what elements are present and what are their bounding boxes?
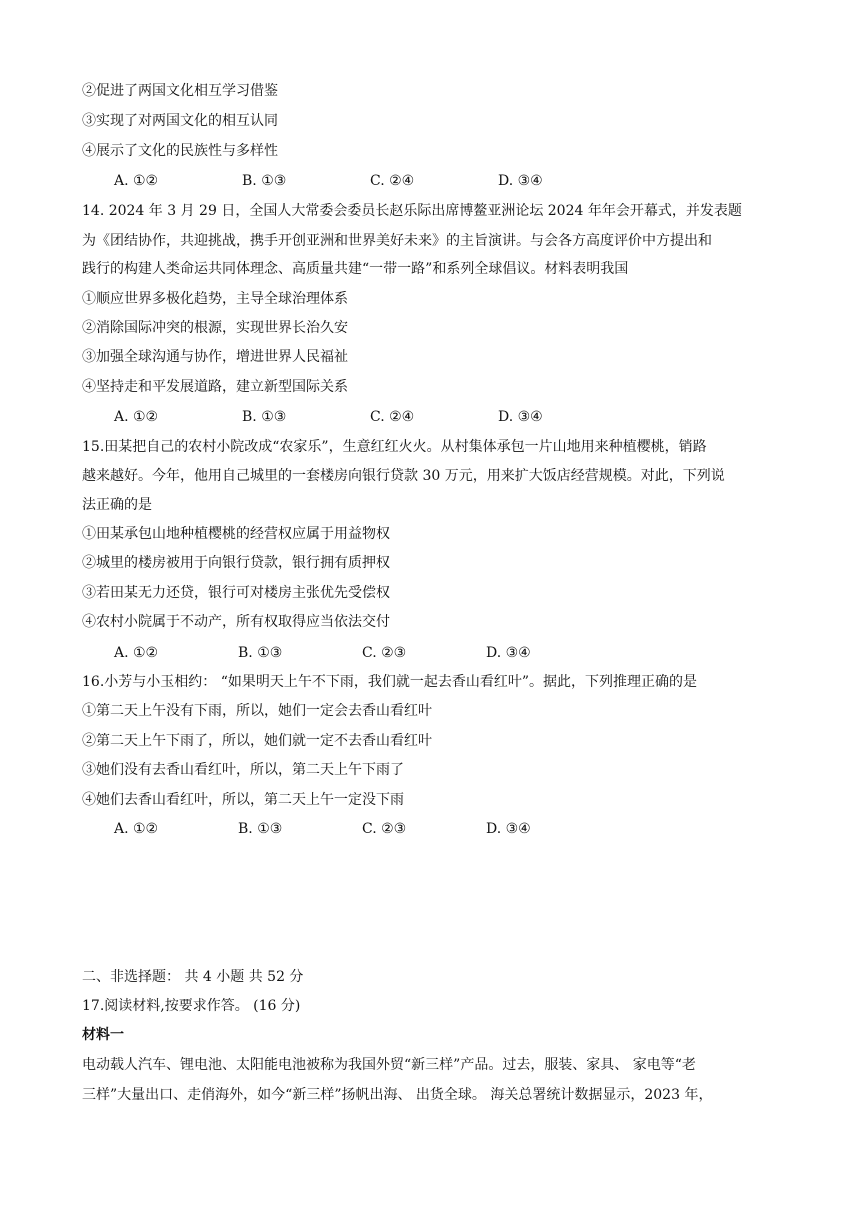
q16-option-c: C. ②③	[362, 821, 407, 837]
q14-statement-3: ③加强全球沟通与协作，增进世界人民福祉	[82, 349, 348, 365]
material-one-para-line-1: 电动载人汽车、锂电池、太阳能电池被称为我国外贸“新三样”产品。过去，服装、家具、 家电等“老	[82, 1057, 696, 1073]
q15-statement-3: ③若田某无力还贷，银行可对楼房主张优先受偿权	[82, 585, 390, 601]
q13-option-d: D. ③④	[498, 173, 543, 189]
q13-option-c: C. ②④	[370, 173, 415, 189]
q14-options	[114, 402, 543, 432]
q15-option-c: C. ②③	[362, 645, 407, 661]
q16-option-d: D. ③④	[486, 821, 531, 837]
q13-option-b: B. ①③	[242, 173, 287, 189]
q14-option-c: C. ②④	[370, 409, 415, 425]
q14-option-d: D. ③④	[498, 409, 543, 425]
q15-statement-2: ②城里的楼房被用于向银行贷款，银行拥有质押权	[82, 555, 390, 571]
q15-statement-1: ①田某承包山地种植樱桃的经营权应属于用益物权	[82, 526, 390, 542]
q16-options	[114, 814, 531, 844]
q13-option-a: A. ①②	[114, 173, 159, 189]
q14-stem-line-1: 14. 2024 年 3 月 29 日，全国人大常委会委员长赵乐际出席博鳌亚洲论坛 2024 年年会开幕式，并发表题	[82, 203, 742, 219]
q13-statement-2: ②促进了两国文化相互学习借鉴	[82, 83, 278, 99]
q13-statement-3: ③实现了对两国文化的相互认同	[82, 113, 278, 129]
q16-statement-3: ③她们没有去香山看红叶，所以，第二天上午下雨了	[82, 762, 404, 778]
q14-option-a: A. ①②	[114, 409, 159, 425]
q15-option-b: B. ①③	[238, 645, 283, 661]
q15-stem-line-3: 法正确的是	[82, 497, 152, 513]
q13-statement-4: ④展示了文化的民族性与多样性	[82, 143, 278, 159]
q15-option-a: A. ①②	[114, 645, 159, 661]
section2-heading: 二、非选择题： 共 4 小题 共 52 分	[82, 969, 304, 985]
q14-stem-line-3: 践行的构建人类命运共同体理念、高质量共建“一带一路”和系列全球倡议。材料表明我国	[82, 261, 629, 277]
q14-option-b: B. ①③	[242, 409, 287, 425]
q16-statement-1: ①第二天上午没有下雨，所以，她们一定会去香山看红叶	[82, 703, 432, 719]
q14-stem-line-2: 为《团结协作，共迎挑战，携手开创亚洲和世界美好未来》的主旨演讲。与会各方高度评价中方提出和	[82, 233, 712, 249]
q15-options	[114, 638, 531, 668]
material-one-title: 材料一	[82, 1027, 124, 1043]
q13-options	[114, 166, 543, 196]
q14-statement-2: ②消除国际冲突的根源，实现世界长治久安	[82, 320, 348, 336]
q14-statement-1: ①顺应世界多极化趋势，主导全球治理体系	[82, 291, 348, 307]
q15-statement-4: ④农村小院属于不动产，所有权取得应当依法交付	[82, 614, 390, 630]
q16-option-a: A. ①②	[114, 821, 159, 837]
q14-statement-4: ④坚持走和平发展道路，建立新型国际关系	[82, 379, 348, 395]
q16-statement-4: ④她们去香山看红叶，所以，第二天上午一定没下雨	[82, 792, 404, 808]
q16-option-b: B. ①③	[238, 821, 283, 837]
q16-statement-2: ②第二天上午下雨了，所以，她们就一定不去香山看红叶	[82, 733, 432, 749]
q15-stem-line-1: 15.田某把自己的农村小院改成“农家乐”，生意红红火火。从村集体承包一片山地用来种植樱桃，销路	[82, 439, 707, 455]
q17-stem: 17.阅读材料,按要求作答。 (16 分)	[82, 998, 301, 1014]
q15-stem-line-2: 越来越好。今年，他用自己城里的一套楼房向银行贷款 30 万元，用来扩大饭店经营规模。对此，下列说	[82, 468, 725, 484]
q16-stem-line-1: 16.小芳与小玉相约： “如果明天上午不下雨，我们就一起去香山看红叶”。据此，下列推理正确的是	[82, 674, 698, 690]
material-one-para-line-2: 三样”大量出口、走俏海外，如今“新三样”扬帆出海、 出货全球。 海关总署统计数据显示，2023 年，	[82, 1087, 713, 1103]
q15-option-d: D. ③④	[486, 645, 531, 661]
